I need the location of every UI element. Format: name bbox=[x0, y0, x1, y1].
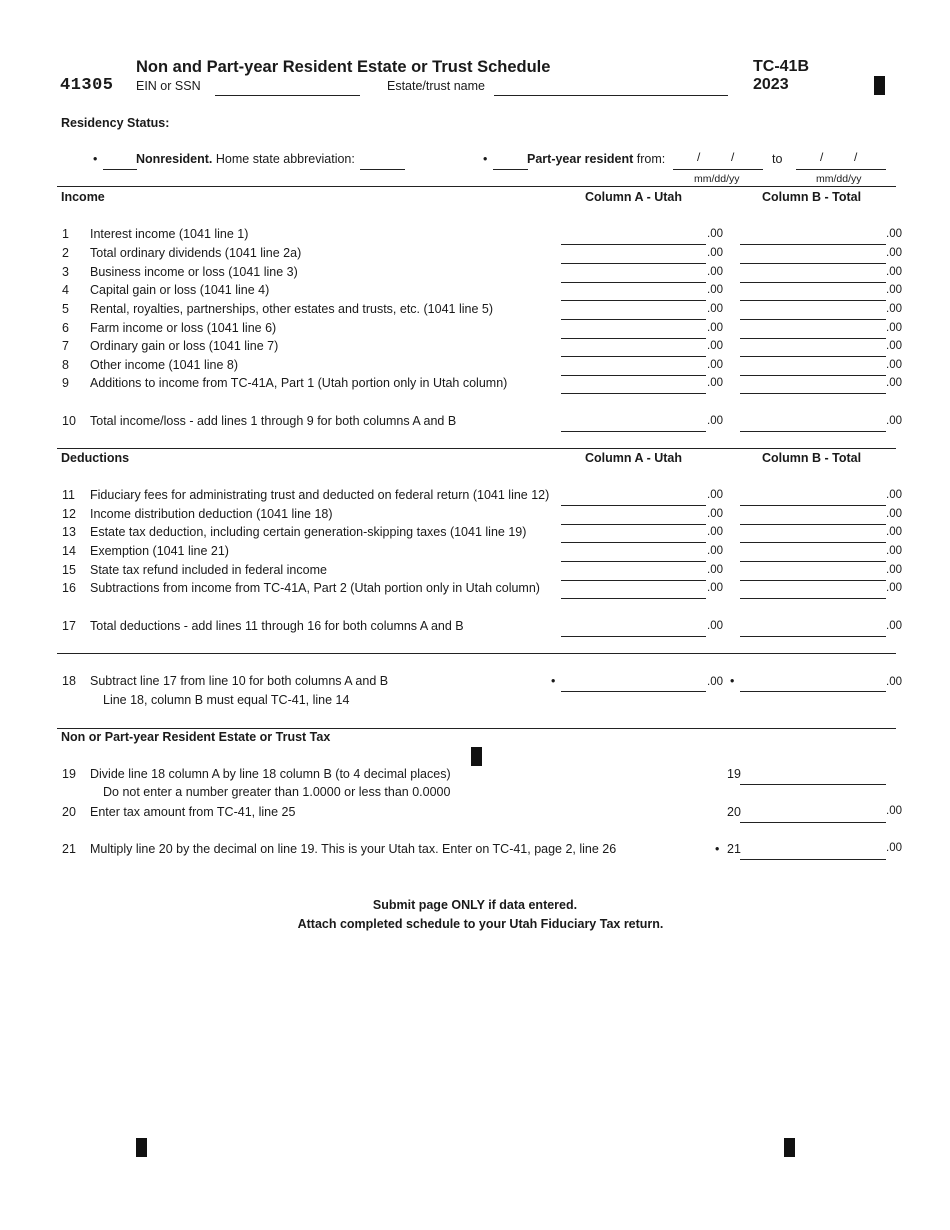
cents: .00 bbox=[707, 340, 723, 352]
ein-input[interactable] bbox=[215, 81, 360, 96]
column-a-input[interactable] bbox=[561, 268, 706, 283]
cents: .00 bbox=[707, 266, 723, 278]
line-number: 16 bbox=[62, 581, 76, 595]
line-number: 15 bbox=[62, 563, 76, 577]
column-a-input[interactable] bbox=[561, 324, 706, 339]
line-number: 11 bbox=[62, 488, 75, 502]
line-text: Total deductions - add lines 11 through 16 for both columns A and B bbox=[90, 619, 464, 633]
cents: .00 bbox=[886, 415, 902, 427]
line-text: Ordinary gain or loss (1041 line 7) bbox=[90, 339, 279, 353]
home-state-input[interactable] bbox=[360, 155, 405, 170]
column-b-input[interactable] bbox=[740, 361, 886, 376]
line-number: 4 bbox=[62, 283, 69, 297]
bullet: • bbox=[483, 152, 488, 166]
cents: .00 bbox=[707, 415, 723, 427]
form-id: TC-41B bbox=[753, 58, 810, 75]
column-a-input[interactable] bbox=[561, 361, 706, 376]
partyear-checkbox[interactable] bbox=[493, 155, 528, 170]
line-text: Total income/loss - add lines 1 through 9 for both columns A and B bbox=[90, 414, 457, 428]
cents: .00 bbox=[886, 582, 902, 594]
column-b-input[interactable] bbox=[740, 249, 886, 264]
line-number: 20 bbox=[62, 805, 76, 819]
form-year: 2023 bbox=[753, 76, 789, 93]
cents: .00 bbox=[707, 564, 723, 576]
line-number: 12 bbox=[62, 507, 76, 521]
cents: .00 bbox=[886, 322, 902, 334]
box-number: 19 bbox=[727, 767, 741, 781]
column-b-input[interactable] bbox=[740, 510, 886, 525]
scan-mark bbox=[784, 1138, 795, 1157]
cents: .00 bbox=[886, 228, 902, 240]
cents: .00 bbox=[707, 526, 723, 538]
column-a-input[interactable] bbox=[561, 249, 706, 264]
cents: .00 bbox=[886, 303, 902, 315]
line-number: 7 bbox=[62, 339, 69, 353]
section-divider bbox=[57, 653, 896, 654]
cents: .00 bbox=[707, 545, 723, 557]
line-text: Business income or loss (1041 line 3) bbox=[90, 265, 298, 279]
line-text: Fiduciary fees for administrating trust and deducted on federal return (1041 line 12) bbox=[90, 488, 550, 502]
cents: .00 bbox=[886, 805, 902, 817]
bullet: • bbox=[730, 674, 735, 688]
footer-instruction: Submit page ONLY if data entered. bbox=[372, 898, 578, 912]
tax-heading: Non or Part-year Resident Estate or Trust Tax bbox=[61, 730, 331, 744]
section-divider bbox=[57, 728, 896, 729]
line-number: 8 bbox=[62, 358, 69, 372]
nonresident-checkbox[interactable] bbox=[103, 155, 137, 170]
column-b-input[interactable] bbox=[740, 379, 886, 394]
line-text: Subtract line 17 from line 10 for both columns A and B bbox=[90, 674, 389, 688]
cents: .00 bbox=[707, 303, 723, 315]
line20-input[interactable] bbox=[740, 808, 886, 823]
partyear-label: Part-year resident from: bbox=[527, 152, 666, 166]
line-number: 14 bbox=[62, 544, 76, 558]
cents: .00 bbox=[707, 489, 723, 501]
line21-input[interactable] bbox=[740, 845, 886, 860]
cents: .00 bbox=[886, 526, 902, 538]
line-text: Capital gain or loss (1041 line 4) bbox=[90, 283, 270, 297]
line-text: Income distribution deduction (1041 line 18) bbox=[90, 507, 333, 521]
line-number: 19 bbox=[62, 767, 76, 781]
to-label: to bbox=[772, 152, 783, 166]
line-text: Divide line 18 column A by line 18 column B (to 4 decimal places) bbox=[90, 767, 451, 781]
line-number: 3 bbox=[62, 265, 69, 279]
cents: .00 bbox=[886, 620, 902, 632]
column-a-input[interactable] bbox=[561, 286, 706, 301]
bullet: • bbox=[551, 674, 556, 688]
line-number: 6 bbox=[62, 321, 69, 335]
income-heading: Income bbox=[61, 190, 105, 204]
cents: .00 bbox=[886, 377, 902, 389]
line-number: 1 bbox=[62, 227, 69, 241]
nonresident-label: Nonresident. Home state abbreviation: bbox=[136, 152, 355, 166]
column-b-input[interactable] bbox=[740, 584, 886, 599]
line-number: 13 bbox=[62, 525, 76, 539]
cents: .00 bbox=[707, 582, 723, 594]
cents: .00 bbox=[886, 247, 902, 259]
cents: .00 bbox=[886, 340, 902, 352]
date-slash: / bbox=[820, 150, 824, 164]
column-b-input[interactable] bbox=[740, 268, 886, 283]
cents: .00 bbox=[707, 228, 723, 240]
line-text: State tax refund included in federal income bbox=[90, 563, 327, 577]
footer-instruction: Attach completed schedule to your Utah Fiduciary Tax return. bbox=[297, 917, 664, 931]
column-b-input[interactable] bbox=[740, 286, 886, 301]
estate-name-label: Estate/trust name bbox=[387, 79, 485, 93]
column-b-heading: Column B - Total bbox=[762, 190, 862, 204]
column-a-input[interactable] bbox=[561, 584, 706, 599]
date-format-hint: mm/dd/yy bbox=[694, 173, 740, 185]
section-divider bbox=[57, 186, 896, 187]
deductions-heading: Deductions bbox=[61, 451, 130, 465]
partyear-to-date[interactable] bbox=[796, 155, 886, 170]
column-b-input[interactable] bbox=[740, 230, 886, 245]
line-number: 18 bbox=[62, 674, 76, 688]
column-b-input[interactable] bbox=[740, 491, 886, 506]
cents: .00 bbox=[886, 676, 902, 688]
column-a-input[interactable] bbox=[561, 566, 706, 581]
column-a-input[interactable] bbox=[561, 417, 706, 432]
column-b-input[interactable] bbox=[740, 305, 886, 320]
date-format-hint: mm/dd/yy bbox=[816, 173, 862, 185]
column-a-heading: Column A - Utah bbox=[585, 451, 682, 465]
box-number: 20 bbox=[727, 805, 741, 819]
line-text: Farm income or loss (1041 line 6) bbox=[90, 321, 277, 335]
line-number: 2 bbox=[62, 246, 69, 260]
scan-mark bbox=[471, 747, 482, 766]
cents: .00 bbox=[886, 489, 902, 501]
column-a-input[interactable] bbox=[561, 547, 706, 562]
column-b-input[interactable] bbox=[740, 324, 886, 339]
column-a-input[interactable] bbox=[561, 491, 706, 506]
line-text: Rental, royalties, partnerships, other estates and trusts, etc. (1041 line 5) bbox=[90, 302, 493, 316]
date-slash: / bbox=[731, 150, 735, 164]
line-number: 17 bbox=[62, 619, 76, 633]
column-a-input[interactable] bbox=[561, 230, 706, 245]
line-text: Enter tax amount from TC-41, line 25 bbox=[90, 805, 296, 819]
residency-label: Residency Status: bbox=[61, 116, 170, 130]
line18-col-a-input[interactable] bbox=[561, 677, 706, 692]
column-a-heading: Column A - Utah bbox=[585, 190, 682, 204]
column-a-input[interactable] bbox=[561, 528, 706, 543]
column-a-input[interactable] bbox=[561, 305, 706, 320]
column-b-input[interactable] bbox=[740, 566, 886, 581]
line-text: Multiply line 20 by the decimal on line 19. This is your Utah tax. Enter on TC-41, page 2, line 26 bbox=[90, 842, 617, 856]
cents: .00 bbox=[707, 377, 723, 389]
line-number: 9 bbox=[62, 376, 69, 390]
cents: .00 bbox=[886, 266, 902, 278]
column-b-input[interactable] bbox=[740, 342, 886, 357]
cents: .00 bbox=[707, 359, 723, 371]
line-note: Do not enter a number greater than 1.0000 or less than 0.0000 bbox=[103, 785, 451, 799]
cents: .00 bbox=[707, 676, 723, 688]
line18-col-b-input[interactable] bbox=[740, 677, 886, 692]
line19-input[interactable] bbox=[740, 770, 886, 785]
cents: .00 bbox=[886, 508, 902, 520]
column-b-input[interactable] bbox=[740, 622, 886, 637]
date-slash: / bbox=[854, 150, 858, 164]
section-divider bbox=[57, 448, 896, 449]
line-number: 10 bbox=[62, 414, 76, 428]
cents: .00 bbox=[707, 620, 723, 632]
cents: .00 bbox=[886, 564, 902, 576]
cents: .00 bbox=[707, 322, 723, 334]
line-text: Estate tax deduction, including certain generation-skipping taxes (1041 line 19) bbox=[90, 525, 527, 539]
page-title: Non and Part-year Resident Estate or Trust Schedule bbox=[136, 58, 551, 76]
cents: .00 bbox=[886, 842, 902, 854]
column-a-input[interactable] bbox=[561, 622, 706, 637]
cents: .00 bbox=[707, 247, 723, 259]
ein-label: EIN or SSN bbox=[136, 79, 201, 93]
column-b-heading: Column B - Total bbox=[762, 451, 862, 465]
date-slash: / bbox=[697, 150, 701, 164]
line-number: 5 bbox=[62, 302, 69, 316]
cents: .00 bbox=[707, 508, 723, 520]
partyear-from-date[interactable] bbox=[673, 155, 763, 170]
column-b-input[interactable] bbox=[740, 417, 886, 432]
scan-mark bbox=[136, 1138, 147, 1157]
scan-mark bbox=[874, 76, 885, 95]
cents: .00 bbox=[886, 359, 902, 371]
line-note: Line 18, column B must equal TC-41, line 14 bbox=[103, 693, 350, 707]
cents: .00 bbox=[886, 284, 902, 296]
line-text: Total ordinary dividends (1041 line 2a) bbox=[90, 246, 302, 260]
line-text: Interest income (1041 line 1) bbox=[90, 227, 249, 241]
box-number: 21 bbox=[727, 842, 741, 856]
column-a-input[interactable] bbox=[561, 379, 706, 394]
cents: .00 bbox=[886, 545, 902, 557]
line-number: 21 bbox=[62, 842, 76, 856]
estate-name-input[interactable] bbox=[494, 81, 728, 96]
line-text: Other income (1041 line 8) bbox=[90, 358, 238, 372]
bullet: • bbox=[93, 152, 98, 166]
bullet: • bbox=[715, 842, 720, 856]
column-b-input[interactable] bbox=[740, 528, 886, 543]
column-b-input[interactable] bbox=[740, 547, 886, 562]
line-text: Subtractions from income from TC-41A, Part 2 (Utah portion only in Utah column) bbox=[90, 581, 540, 595]
line-text: Additions to income from TC-41A, Part 1 (Utah portion only in Utah column) bbox=[90, 376, 508, 390]
form-code: 41305 bbox=[60, 76, 114, 95]
column-a-input[interactable] bbox=[561, 510, 706, 525]
column-a-input[interactable] bbox=[561, 342, 706, 357]
line-text: Exemption (1041 line 21) bbox=[90, 544, 229, 558]
cents: .00 bbox=[707, 284, 723, 296]
